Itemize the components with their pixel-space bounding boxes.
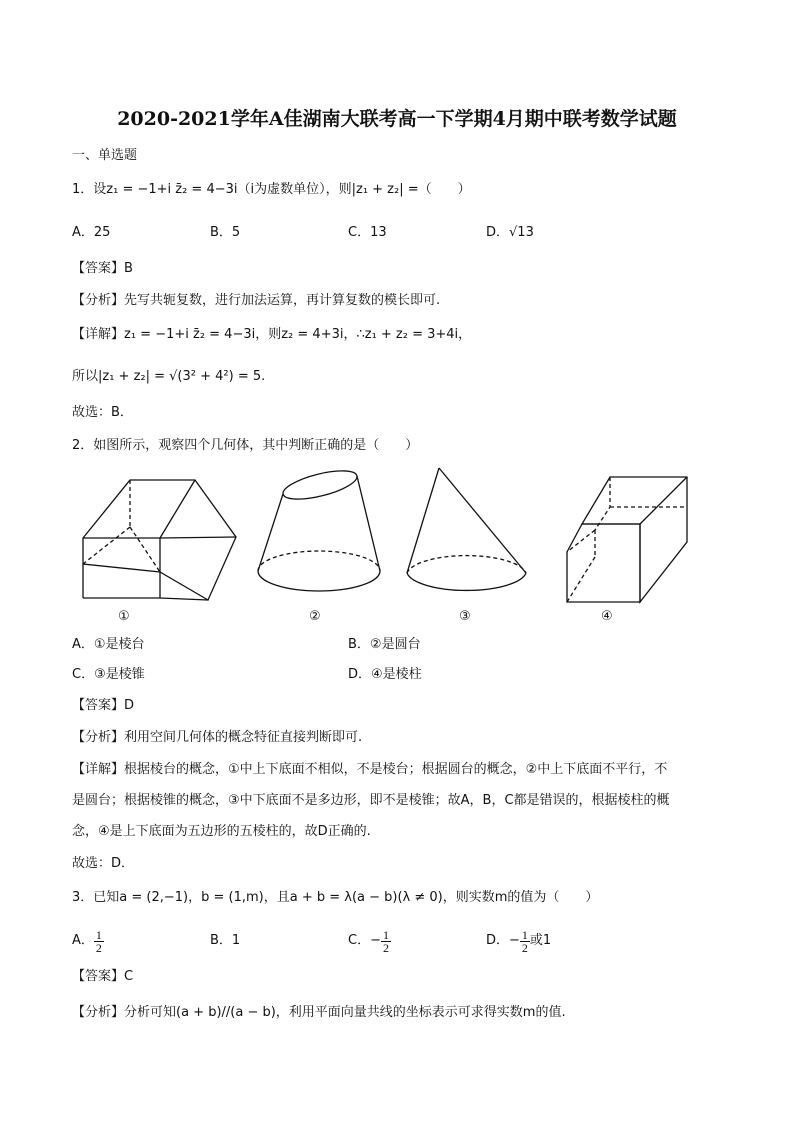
q3-option-a-label: A． — [72, 933, 94, 948]
q3-option-c-label: C．− — [348, 933, 381, 948]
q2-detail-line-1: 【详解】根据棱台的概念，①中上下底面不相似，不是棱台；根据圆台的概念，②中上下底面不平行，不 — [72, 762, 668, 777]
q2-choice: 故选：D． — [72, 856, 135, 871]
figure-label-3: ③ — [459, 609, 471, 624]
q2-option-b: B．②是圆台 — [348, 637, 421, 652]
q3-option-d-denominator: 2 — [521, 940, 528, 955]
figure-solid-3 — [402, 463, 532, 602]
q3-answer: 【答案】C — [72, 969, 134, 984]
q3-stem: 3．已知a = (2,−1)，b = (1,m)，且a + b = λ(a − b)(λ ≠ 0)，则实数m的值为（ ） — [72, 890, 599, 905]
q2-option-c: C．③是棱锥 — [72, 667, 145, 682]
q3-option-c-fraction — [381, 929, 391, 954]
q2-analysis: 【分析】利用空间几何体的概念特征直接判断即可. — [72, 730, 363, 745]
q1-answer: 【答案】B — [72, 261, 133, 276]
q2-option-d: D．④是棱柱 — [348, 667, 422, 682]
q3-option-c-denominator: 2 — [382, 940, 389, 955]
q3-option-a-fraction — [94, 929, 104, 954]
q1-option-b: B．5 — [210, 225, 241, 240]
figure-label-4: ④ — [601, 609, 613, 624]
figure-solid-4 — [562, 472, 692, 605]
q1-option-c: C．13 — [348, 225, 387, 240]
figure-solid-2 — [253, 465, 385, 602]
q3-analysis: 【分析】分析可知(a + b)//(a − b)，利用平面向量共线的坐标表示可求得实数m的值. — [72, 1005, 566, 1020]
q1-stem: 1．设z₁ = −1+i z̄₂ = 4−3i（i为虚数单位），则|z₁ + z₂| =（ ） — [72, 182, 471, 197]
q3-option-a-denominator: 2 — [95, 940, 102, 955]
q2-detail-line-2: 是圆台；根据棱锥的概念，③中下底面不是多边形，即不是棱锥；故A，B，C都是错误的，根据棱柱的概 — [72, 793, 670, 808]
figure-label-1: ① — [118, 609, 130, 624]
q3-option-c-numerator: 1 — [382, 927, 389, 942]
q3-option-d-fraction — [520, 929, 530, 954]
q1-detail: 【详解】z₁ = −1+i z̄₂ = 4−3i，则z₂ = 4+3i，∴z₁ + z₂ = 3+4i， — [72, 327, 472, 342]
q1-choice: 故选：B． — [72, 405, 133, 420]
page-title: 2020-2021学年A佳湖南大联考高一下学期4月期中联考数学试题 — [117, 108, 677, 130]
q3-option-a — [72, 926, 104, 956]
q3-option-d-tail: 或1 — [529, 933, 552, 948]
q2-option-a: A．①是棱台 — [72, 637, 145, 652]
q3-option-b: B．1 — [210, 933, 241, 948]
q1-option-d: D．√13 — [486, 225, 534, 240]
q3-option-c — [348, 926, 391, 956]
q3-option-d-label: D．− — [486, 933, 520, 948]
q1-option-a: A．25 — [72, 225, 111, 240]
section-heading: 一、单选题 — [72, 148, 138, 163]
q3-option-d — [486, 926, 551, 956]
q2-answer: 【答案】D — [72, 698, 135, 713]
figure-label-2: ② — [309, 609, 321, 624]
figure-solid-1 — [78, 472, 244, 602]
q3-option-a-numerator: 1 — [95, 927, 102, 942]
q1-analysis: 【分析】先写共轭复数，进行加法运算，再计算复数的模长即可. — [72, 293, 441, 308]
q2-stem: 2．如图所示，观察四个几何体，其中判断正确的是（ ） — [72, 438, 419, 453]
q2-detail-line-3: 念，④是上下底面为五边形的五棱柱的，故D正确的. — [72, 824, 371, 839]
q3-option-d-numerator: 1 — [521, 927, 528, 942]
q1-detail-result: 所以|z₁ + z₂| = √(3² + 4²) = 5. — [72, 369, 266, 384]
